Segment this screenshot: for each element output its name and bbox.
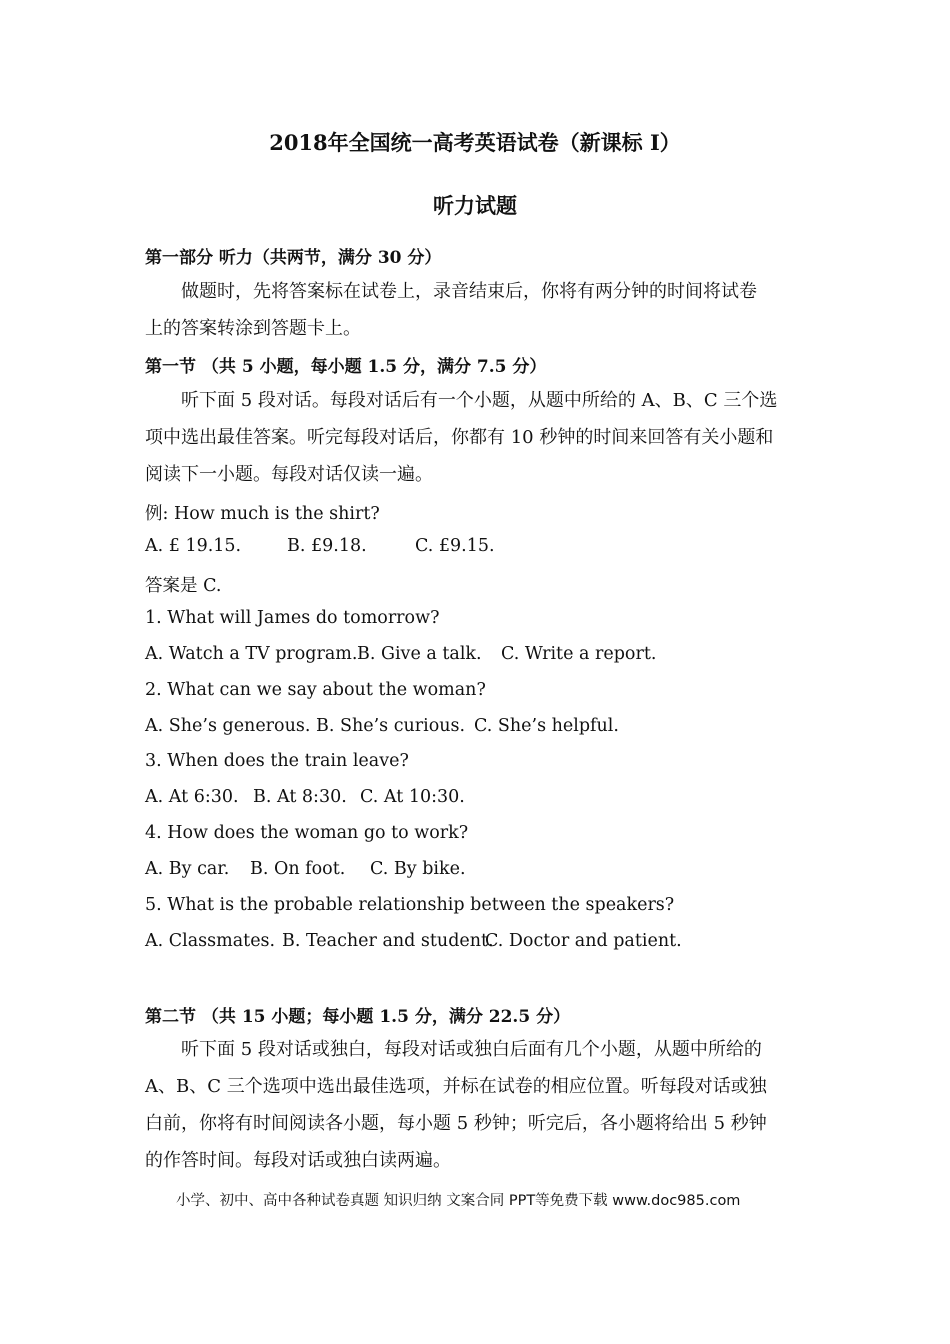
option: B. On foot. <box>250 859 346 879</box>
part1-instruction <box>145 273 810 347</box>
question: 1. What will James do tomorrow? <box>145 608 440 628</box>
option: A. Watch a TV program. <box>145 644 358 664</box>
option: C. She’s helpful. <box>474 716 619 736</box>
section1-heading: 第一节 （共 5 小题，每小题 1.5 分，满分 7.5 分） <box>145 357 547 377</box>
question-options <box>145 716 619 736</box>
question-options <box>145 931 682 951</box>
option: B. £9.18. <box>287 536 367 556</box>
option: C. Write a report. <box>501 644 657 664</box>
footer-watermark: 小学、初中、高中各种试卷真题 知识归纳 文案合同 PPT等免费下载 www.doc985.com <box>176 1193 741 1209</box>
part1-heading: 第一部分 听力（共两节，满分 30 分） <box>145 248 442 268</box>
option: C. Doctor and patient. <box>485 931 682 951</box>
question: 2. What can we say about the woman? <box>145 680 486 700</box>
option: B. At 8:30. <box>253 787 347 807</box>
example-options <box>145 536 495 556</box>
option: A. By car. <box>145 859 230 879</box>
option: A. Classmates. <box>145 931 276 951</box>
section2-heading: 第二节 （共 15 小题；每小题 1.5 分，满分 22.5 分） <box>145 1007 571 1027</box>
question-options <box>145 787 465 807</box>
document-title: 2018年全国统一高考英语试卷（新课标 I） <box>269 130 681 155</box>
option: C. £9.15. <box>415 536 495 556</box>
instruction-line: 项中选出最佳答案。听完每段对话后，你都有 10 秒钟的时间来回答有关小题和 <box>145 427 774 448</box>
section2-instruction <box>145 1031 810 1179</box>
option: B. She’s curious. <box>316 716 466 736</box>
example-answer: 答案是 C. <box>145 576 222 596</box>
question-options <box>145 859 466 879</box>
question-options <box>145 644 656 664</box>
option: C. At 10:30. <box>360 787 465 807</box>
option: B. Teacher and student. <box>282 931 494 951</box>
instruction-line: 上的答案转涂到答题卡上。 <box>145 318 361 339</box>
instruction-line: 白前，你将有时间阅读各小题，每小题 5 秒钟；听完后，各小题将给出 5 秒钟 <box>145 1113 767 1134</box>
question: 5. What is the probable relationship between the speakers? <box>145 895 675 915</box>
instruction-line: 听下面 5 段对话或独白，每段对话或独白后面有几个小题，从题中所给的 <box>181 1039 762 1060</box>
section1-instruction <box>145 382 810 493</box>
option: A. She’s generous. <box>145 716 311 736</box>
question: 4. How does the woman go to work? <box>145 823 469 843</box>
example-question: 例: How much is the shirt? <box>145 504 380 524</box>
option: A. £ 19.15. <box>145 536 242 556</box>
option: B. Give a talk. <box>357 644 482 664</box>
option: C. By bike. <box>370 859 466 879</box>
instruction-line: 的作答时间。每段对话或独白读两遍。 <box>145 1150 451 1171</box>
instruction-line: 做题时，先将答案标在试卷上，录音结束后，你将有两分钟的时间将试卷 <box>181 281 757 302</box>
document-subtitle: 听力试题 <box>433 193 517 218</box>
question: 3. When does the train leave? <box>145 751 409 771</box>
instruction-line: A、B、C 三个选项中选出最佳选项，并标在试卷的相应位置。听每段对话或独 <box>145 1076 767 1097</box>
instruction-line: 阅读下一小题。每段对话仅读一遍。 <box>145 464 433 485</box>
option: A. At 6:30. <box>145 787 239 807</box>
instruction-line: 听下面 5 段对话。每段对话后有一个小题，从题中所给的 A、B、C 三个选 <box>181 390 778 411</box>
